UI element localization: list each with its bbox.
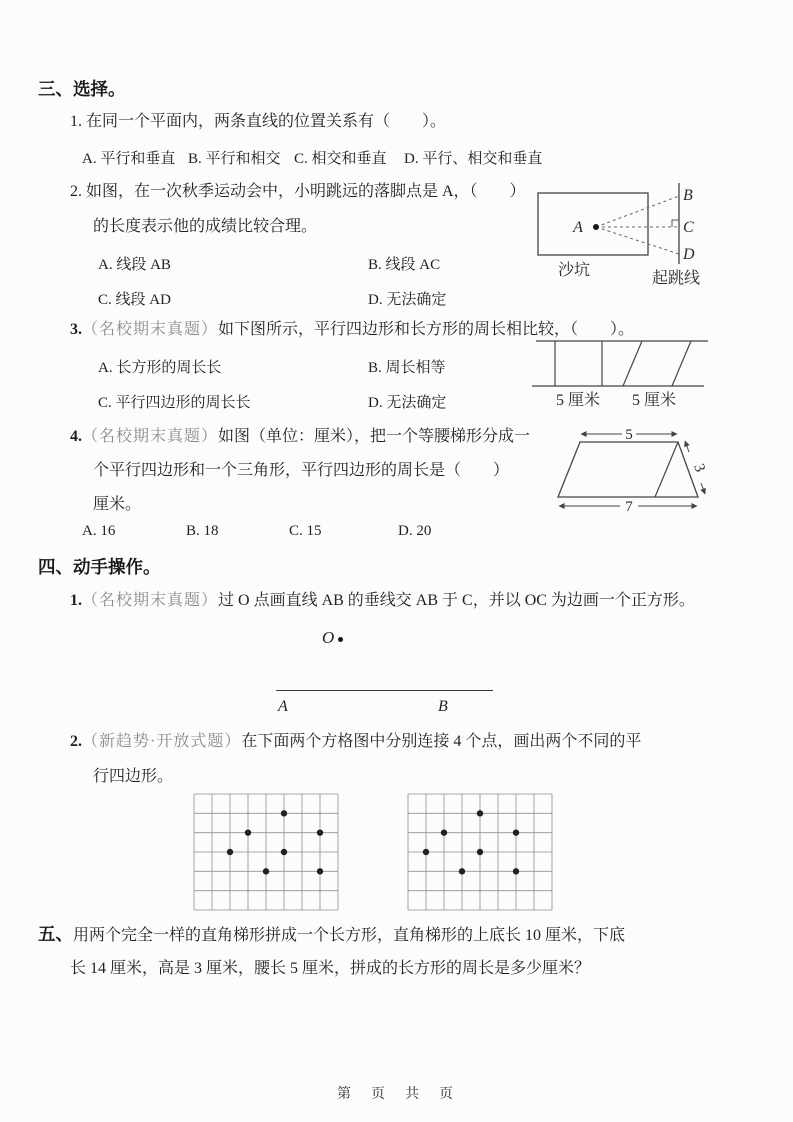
right-angle-mark (672, 220, 679, 227)
q3-option-b: B. 周长相等 (368, 360, 446, 376)
trapezoid-outline (558, 442, 698, 497)
q1-text: 1. 在同一个平面内，两条直线的位置关系有（ ）。 (70, 113, 447, 130)
q1-option-a: A. 平行和垂直 (82, 151, 176, 167)
q3-source-tag: （名校期末真题） (82, 321, 219, 338)
pgram-side-1 (623, 341, 642, 386)
q2-text-line1: 2. 如图，在一次秋季运动会中，小明跳远的落脚点是 A，（ ） (70, 183, 526, 200)
s4q2-stem: 在下面两个方格图中分别连接 4 个点，画出两个不同的平 (241, 733, 642, 750)
page-footer: 第 页 共 页 (337, 1087, 456, 1102)
grid-dot (513, 868, 519, 874)
q3-number: 3. (70, 321, 82, 338)
dim-side-label: 3 (690, 461, 708, 475)
line-label-a: A (278, 698, 288, 715)
grid-dot (441, 829, 447, 835)
label-c: C (683, 219, 694, 236)
q2-option-c: C. 线段 AD (98, 292, 171, 308)
q1-option-b: B. 平行和相交 (188, 151, 281, 167)
q4-source-tag: （名校期末真题） (82, 428, 219, 445)
q3-option-a: A. 长方形的周长长 (98, 360, 222, 376)
sandpit-diagram (530, 180, 715, 292)
q4-option-a: A. 16 (82, 523, 116, 539)
s4q1-source-tag: （名校期末真题） (82, 592, 219, 609)
q4-text-line3: 厘米。 (93, 496, 142, 513)
dashed-ab (596, 196, 679, 227)
grid-dot (281, 849, 287, 855)
dim-side-down-arrow (701, 483, 705, 494)
q2-option-d: D. 无法确定 (368, 292, 447, 308)
dim-side-up-arrow (685, 441, 689, 452)
q4-text-line2: 个平行四边形和一个三角形，平行四边形的周长是（ ） (93, 462, 510, 479)
q2-option-b: B. 线段 AC (368, 257, 441, 273)
grid-dot (281, 810, 287, 816)
dim-bottom-label: 7 (625, 499, 633, 515)
dot-grid-left (193, 793, 339, 911)
dashed-ad (596, 227, 679, 254)
point-a-dot (593, 224, 599, 230)
grid-dot (423, 849, 429, 855)
label-b: B (683, 187, 693, 204)
q3-option-c: C. 平行四边形的周长长 (98, 395, 251, 411)
s4q1-number: 1. (70, 592, 82, 609)
q1-option-d: D. 平行、相交和垂直 (404, 151, 543, 167)
s4q2-source-tag: （新趋势·开放式题） (82, 733, 242, 750)
grid-dot (317, 829, 323, 835)
dim-top-label: 5 (625, 427, 633, 443)
s4q1-text (70, 590, 695, 612)
q2-text-line2: 的长度表示他的成绩比较合理。 (93, 218, 318, 235)
point-o-dot (338, 637, 343, 642)
q4-option-b: B. 18 (186, 523, 219, 539)
rect-width-label: 5 厘米 (555, 392, 601, 409)
pgram-width-label: 5 厘米 (631, 392, 677, 409)
label-a: A (573, 219, 583, 236)
grid-dot (513, 829, 519, 835)
q4-option-d: D. 20 (398, 523, 432, 539)
q4-option-c: C. 15 (289, 523, 322, 539)
line-label-b: B (438, 698, 448, 715)
section5-line1 (38, 923, 625, 947)
grid-dot (263, 868, 269, 874)
q2-option-a: A. 线段 AB (98, 257, 171, 273)
s4q1-stem: 过 O 点画直线 AB 的垂线交 AB 于 C，并以 OC 为边画一个正方形。 (218, 592, 695, 609)
trapezoid-diagram (550, 422, 715, 518)
section3-title: 三、选择。 (38, 79, 126, 99)
takeoff-label: 起跳线 (652, 270, 701, 287)
section4-title: 四、动手操作。 (38, 557, 161, 577)
q3-stem: 如下图所示，平行四边形和长方形的周长相比较，（ ）。 (218, 321, 635, 338)
point-o-label: O (322, 628, 335, 647)
line-ab (276, 690, 493, 691)
s4q2-number: 2. (70, 733, 82, 750)
s4q2-text-line1 (70, 731, 641, 753)
section5-stem: 用两个完全一样的直角梯形拼成一个长方形，直角梯形的上底长 10 厘米，下底 (73, 927, 626, 944)
grid-dot (477, 849, 483, 855)
grid-dot (459, 868, 465, 874)
s4q2-text-line2: 行四边形。 (93, 768, 174, 785)
pgram-side-2 (672, 341, 691, 386)
q4-text-line1 (70, 426, 530, 448)
dot-grid-right (407, 793, 553, 911)
grid-dot (477, 810, 483, 816)
label-d: D (683, 246, 695, 263)
grid-dot (317, 868, 323, 874)
parallelogram-rectangle-diagram (530, 335, 712, 413)
q1-option-c: C. 相交和垂直 (294, 151, 387, 167)
grid-dot (227, 849, 233, 855)
sandpit-rect (538, 193, 648, 255)
divider-line (655, 442, 678, 497)
section5-line2: 长 14 厘米，高是 3 厘米，腰长 5 厘米，拼成的长方形的周长是多少厘米？ (70, 960, 591, 977)
q3-option-d: D. 无法确定 (368, 395, 447, 411)
q4-number: 4. (70, 428, 82, 445)
grid-dot (245, 829, 251, 835)
q4-stem: 如图（单位：厘米），把一个等腰梯形分成一 (218, 428, 531, 445)
section5-number: 五、 (38, 924, 73, 944)
sandpit-label: 沙坑 (558, 262, 591, 279)
